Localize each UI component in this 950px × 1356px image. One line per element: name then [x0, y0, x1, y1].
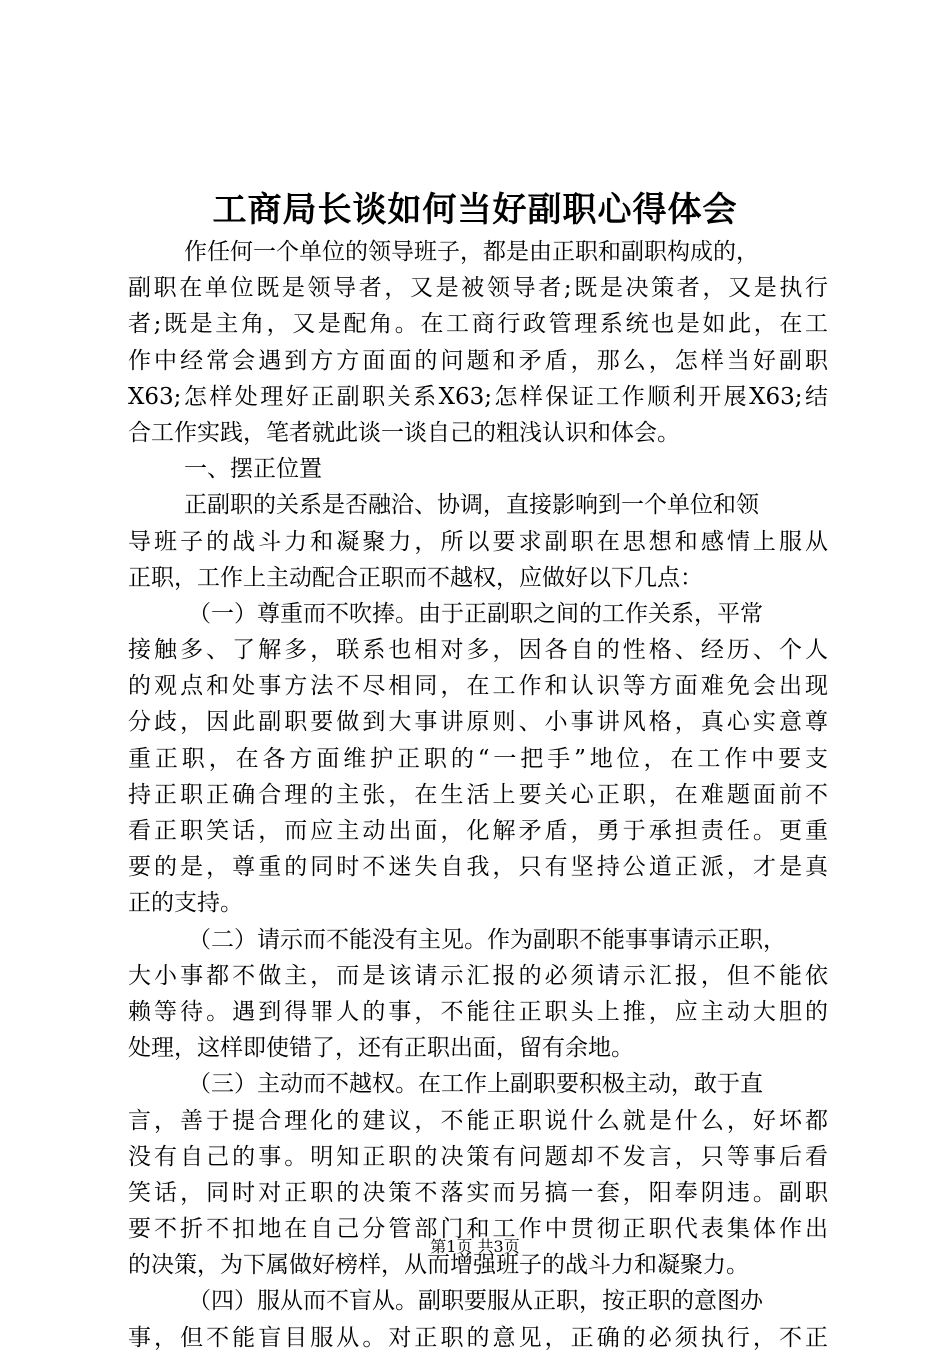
paragraph-line: X63;怎样处理好正副职关系X63;怎样保证工作顺利开展X63;结 — [128, 383, 828, 410]
paragraph-line: 笑话，同时对正职的决策不落实而另搞一套，阳奉阴违。副职 — [128, 1179, 828, 1206]
paragraph-line: 处理，这样即使错了，还有正职出面，留有余地。 — [128, 1035, 634, 1062]
paragraph-line: 分歧，因此副职要做到大事讲原则、小事讲风格，真心实意尊 — [128, 709, 828, 736]
section-heading: 一、摆正位置 — [184, 456, 322, 483]
paragraph-line: 者;既是主角，又是配角。在工商行政管理系统也是如此，在工 — [128, 311, 828, 338]
paragraph-line: 重正职，在各方面维护正职的“一把手”地位，在工作中要支 — [128, 745, 828, 772]
paragraph-line: 大小事都不做主，而是该请示汇报的必须请示汇报，但不能依 — [128, 962, 828, 989]
paragraph-line: 作任何一个单位的领导班子，都是由正职和副职构成的， — [184, 239, 759, 265]
paragraph-line: 言，善于提合理化的建议，不能正职说什么就是什么，好坏都 — [128, 1107, 828, 1134]
paragraph-line: 的决策，为下属做好榜样，从而增强班子的战斗力和凝聚力。 — [128, 1252, 749, 1279]
paragraph-line: 事，但不能盲目服从。对正职的意见，正确的必须执行，不正 — [128, 1324, 828, 1351]
paragraph-line: 赖等待。遇到得罪人的事，不能往正职头上推，应主动大胆的 — [128, 998, 828, 1025]
page-title: 工商局长谈如何当好副职心得体会 — [212, 190, 738, 230]
paragraph-line: 没有自己的事。明知正职的决策有问题却不发言，只等事后看 — [128, 1143, 828, 1170]
paragraph-line: 持正职正确合理的主张，在生活上要关心正职，在难题面前不 — [128, 781, 828, 808]
page-footer: 第1页 共3页 — [430, 1237, 520, 1256]
paragraph-line: 接触多、了解多，联系也相对多，因各自的性格、经历、个人 — [128, 637, 828, 664]
paragraph-line: 要的是，尊重的同时不迷失自我，只有坚持公道正派，才是真 — [128, 854, 828, 881]
paragraph-line: （一）尊重而不吹捧。由于正副职之间的工作关系，平常 — [188, 600, 763, 627]
paragraph-line: 要不折不扣地在自己分管部门和工作中贯彻正职代表集体作出 — [128, 1216, 828, 1243]
paragraph-line: 正职，工作上主动配合正职而不越权，应做好以下几点： — [128, 564, 703, 591]
paragraph-line: 作中经常会遇到方方面面的问题和矛盾，那么，怎样当好副职 — [128, 347, 828, 374]
paragraph-line: 导班子的战斗力和凝聚力，所以要求副职在思想和感情上服从 — [128, 528, 828, 555]
paragraph-line: 合工作实践，笔者就此谈一谈自己的粗浅认识和体会。 — [128, 419, 680, 446]
paragraph-line: 看正职笑话，而应主动出面，化解矛盾，勇于承担责任。更重 — [128, 818, 828, 844]
paragraph-line: 副职在单位既是领导者，又是被领导者;既是决策者，又是执行 — [128, 275, 828, 302]
document-body — [128, 234, 828, 1356]
paragraph-line: 的观点和处事方法不尽相同，在工作和认识等方面难免会出现 — [128, 673, 828, 700]
paragraph-line: 正副职的关系是否融洽、协调，直接影响到一个单位和领 — [184, 492, 759, 519]
paragraph-line: （四）服从而不盲从。副职要服从正职，按正职的意图办 — [188, 1288, 763, 1315]
paragraph-line: 正的支持。 — [128, 890, 243, 917]
paragraph-line: （三）主动而不越权。在工作上副职要积极主动，敢于直 — [188, 1071, 763, 1098]
paragraph-line: （二）请示而不能没有主见。作为副职不能事事请示正职， — [188, 926, 786, 953]
